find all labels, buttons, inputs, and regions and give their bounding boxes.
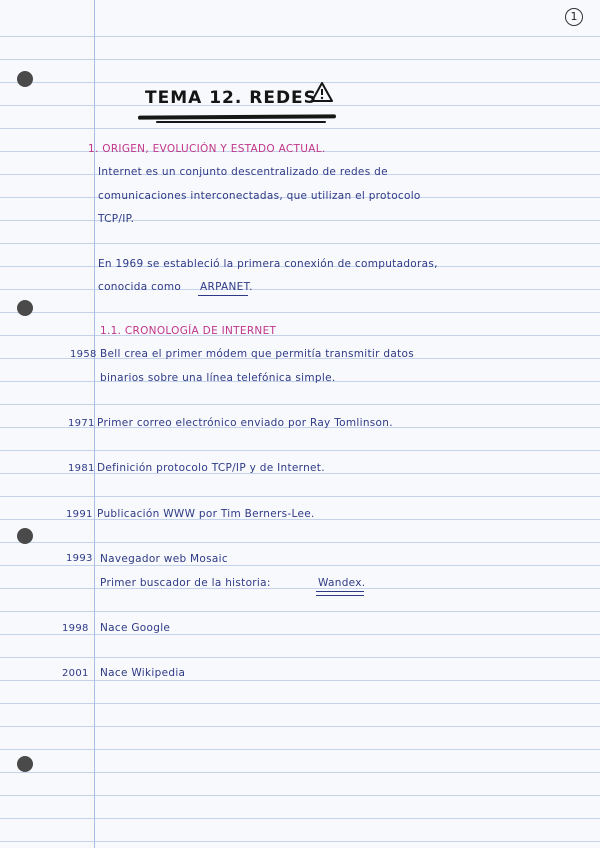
timeline-year: 1998 [62,623,89,634]
paragraph-line: comunicaciones interconectadas, que utilizan el protocolo [98,190,421,202]
keyword-underline [316,591,364,592]
timeline-year: 1981 [68,463,95,474]
timeline-text: binarios sobre una línea telefónica simple. [100,372,336,384]
timeline-year: 1958 [70,349,97,360]
paragraph-line: conocida como [98,281,182,293]
section-heading: 1. ORIGEN, EVOLUCIÓN Y ESTADO ACTUAL. [88,143,326,155]
timeline-year: 1991 [66,509,93,520]
binder-hole [17,756,33,772]
page-number: 1 [565,8,583,26]
title-underline [156,121,326,123]
keyword-underline [316,595,364,596]
paragraph-line: Internet es un conjunto descentralizado de redes de [98,166,388,178]
binder-hole [17,300,33,316]
timeline-year: 2001 [62,668,89,679]
timeline-text: Publicación WWW por Tim Berners-Lee. [97,508,315,520]
timeline-text: Bell crea el primer módem que permitía transmitir datos [100,348,414,360]
arpanet-keyword: ARPANET. [200,281,253,293]
subsection-heading: 1.1. CRONOLOGÍA DE INTERNET [100,325,277,337]
timeline-text: Nace Google [100,622,171,634]
page-title: TEMA 12. REDES [145,88,317,108]
binder-hole [17,528,33,544]
timeline-text: Primer buscador de la historia: [100,577,271,589]
paragraph-line: TCP/IP. [98,213,135,225]
timeline-text: Navegador web Mosaic [100,553,228,565]
paragraph-line: En 1969 se estableció la primera conexión de computadoras, [98,258,438,270]
wandex-keyword: Wandex. [318,577,366,589]
keyword-underline [198,295,248,296]
warning-triangle-icon [311,81,333,103]
timeline-text: Nace Wikipedia [100,667,186,679]
title-underline [138,114,336,119]
timeline-year: 1993 [66,553,93,564]
timeline-year: 1971 [68,418,95,429]
timeline-text: Primer correo electrónico enviado por Ray Tomlinson. [97,417,393,429]
binder-hole [17,71,33,87]
timeline-text: Definición protocolo TCP/IP y de Internet. [97,462,325,474]
